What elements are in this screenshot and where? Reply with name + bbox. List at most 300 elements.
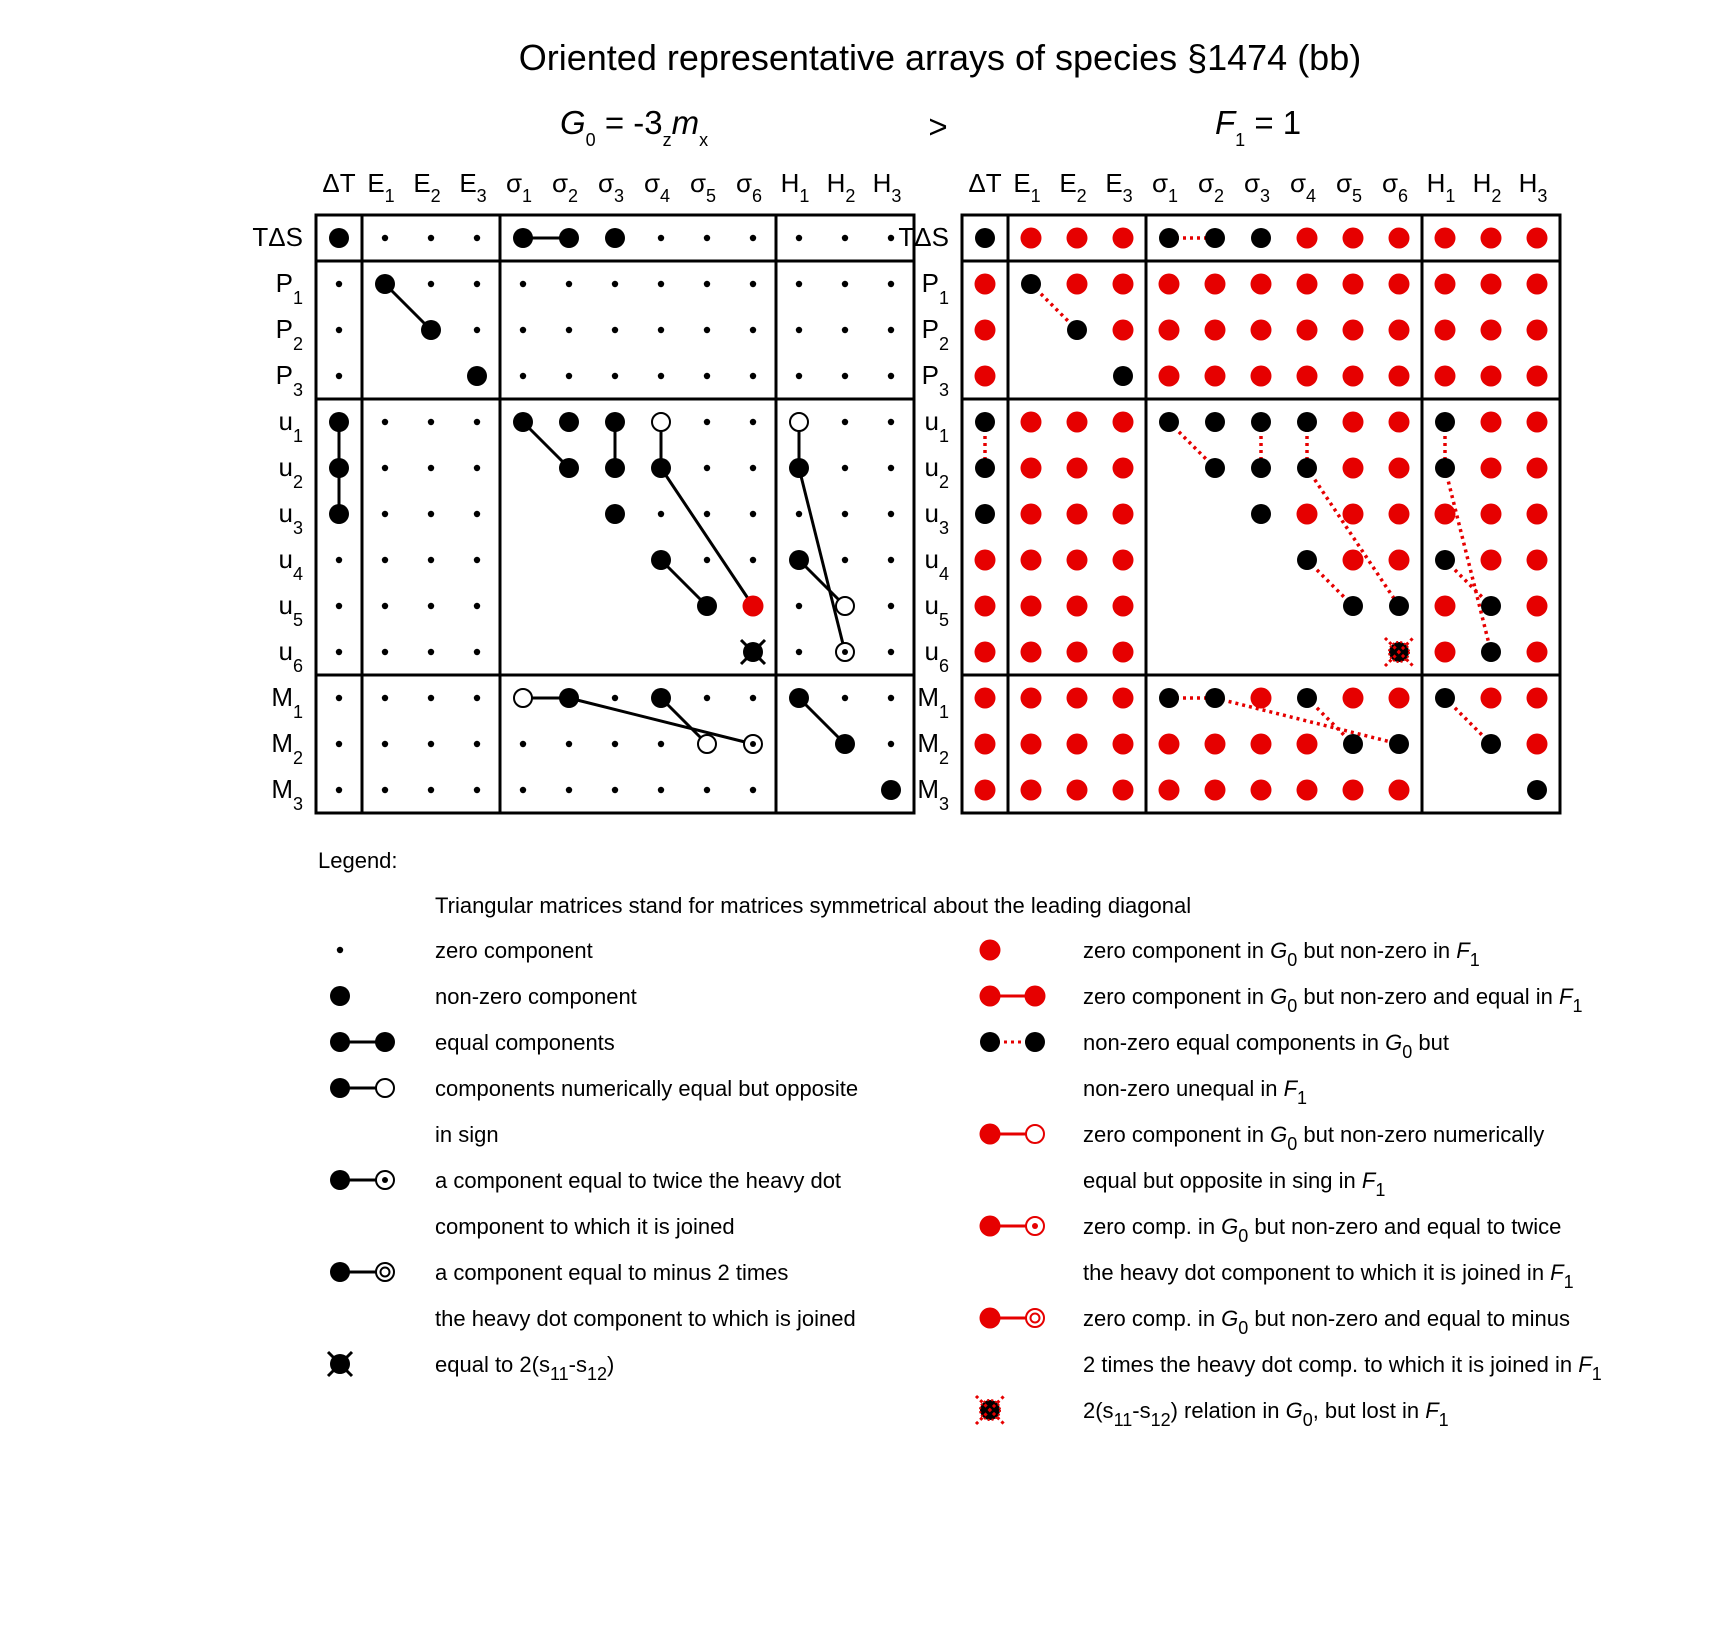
matrix-cell — [1389, 228, 1410, 249]
matrix-cell — [750, 419, 756, 425]
matrix-cell — [375, 274, 395, 294]
matrix-cell — [750, 465, 756, 471]
matrix-cell — [1389, 734, 1409, 754]
matrix-cell — [842, 511, 848, 517]
matrix-cell — [474, 281, 480, 287]
matrix-cell — [836, 643, 854, 661]
matrix-cell — [975, 458, 995, 478]
matrix-cell — [382, 603, 388, 609]
svg-text:F1 = 1: $F_1 = 1$ — [1215, 104, 1302, 150]
row-header: $u_6$ — [278, 636, 303, 676]
matrix-cell — [975, 688, 996, 709]
matrix-cell — [888, 235, 894, 241]
matrix-cell — [651, 688, 671, 708]
matrix-cell — [698, 735, 716, 753]
matrix-cell — [474, 511, 480, 517]
matrix-cell — [428, 741, 434, 747]
row-header: TΔS — [898, 222, 949, 252]
matrix-cell — [329, 228, 349, 248]
matrix-cell — [1021, 228, 1042, 249]
matrix-cell — [1297, 412, 1317, 432]
matrix-cell — [1343, 320, 1364, 341]
legend-symbol — [980, 1216, 1045, 1237]
matrix-cell — [750, 695, 756, 701]
matrix-cell — [1297, 274, 1318, 295]
matrix-cell — [1159, 320, 1180, 341]
matrix-cell — [1251, 504, 1271, 524]
matrix-cell — [382, 235, 388, 241]
column-header: $E_3$ — [459, 168, 487, 206]
matrix-cell — [1343, 366, 1364, 387]
matrix-cell — [1067, 274, 1088, 295]
matrix-cell — [1251, 734, 1272, 755]
legend-symbol — [980, 1308, 1045, 1329]
matrix-cell — [1481, 642, 1501, 662]
column-header: $E_1$ — [367, 168, 395, 206]
matrix-cell — [1021, 458, 1042, 479]
matrix-cell — [1481, 320, 1502, 341]
matrix-cell — [704, 787, 710, 793]
matrix-cell — [1113, 504, 1134, 525]
column-header: $H_2$ — [1472, 168, 1502, 206]
matrix-cell — [428, 419, 434, 425]
matrix-cell — [382, 695, 388, 701]
matrix-cell — [421, 320, 441, 340]
column-header: ΔT — [968, 168, 1002, 198]
matrix-cell — [888, 603, 894, 609]
legend-text: non-zero unequal in $F_1$ — [1083, 1076, 1308, 1108]
matrix-cell — [1385, 638, 1413, 666]
matrix-cell — [704, 373, 710, 379]
matrix-cell — [796, 235, 802, 241]
matrix-cell — [1343, 458, 1364, 479]
matrix-cell — [1343, 550, 1364, 571]
matrix-cell — [428, 603, 434, 609]
matrix-cell — [520, 787, 526, 793]
matrix-cell — [842, 419, 848, 425]
matrix-cell — [1159, 366, 1180, 387]
matrix-cell — [474, 419, 480, 425]
row-header: $u_1$ — [278, 406, 303, 446]
matrix-cell — [382, 787, 388, 793]
matrix-cell — [750, 235, 756, 241]
matrix-cell — [1021, 642, 1042, 663]
legend-text: zero component — [435, 938, 593, 963]
matrix-cell — [382, 557, 388, 563]
matrix-cell — [566, 373, 572, 379]
matrix-cell — [975, 596, 996, 617]
matrix-cell — [744, 735, 762, 753]
matrix-cell — [336, 373, 342, 379]
legend-text: equal to $2(s_{11}-s_{12})$ — [435, 1352, 615, 1384]
left-matrix-header — [560, 104, 708, 150]
matrix-cell — [1343, 504, 1364, 525]
matrix-cell — [842, 695, 848, 701]
matrix-cell — [888, 327, 894, 333]
matrix-cell — [1527, 642, 1548, 663]
matrix-cell — [1021, 688, 1042, 709]
matrix-cell — [336, 557, 342, 563]
matrix-cell — [1205, 458, 1225, 478]
matrix-cell — [1527, 734, 1548, 755]
matrix-cell — [975, 412, 995, 432]
row-header: $M_3$ — [271, 774, 303, 814]
column-header: $\sigma_3$ — [1243, 168, 1271, 206]
matrix-cell — [888, 649, 894, 655]
legend-text: zero comp. in $G_0$ but non-zero and equal to minus — [1083, 1306, 1570, 1338]
matrix-cell — [1343, 228, 1364, 249]
matrix-cell — [1343, 780, 1364, 801]
matrix-cell — [428, 465, 434, 471]
matrix-cell — [1389, 412, 1410, 433]
matrix-cell — [704, 235, 710, 241]
matrix-cell — [1159, 412, 1179, 432]
matrix-cell — [1343, 596, 1363, 616]
row-header: $P_3$ — [275, 360, 303, 400]
matrix-cell — [336, 281, 342, 287]
legend-text: the heavy dot component to which it is joined in $F_1$ — [1083, 1260, 1574, 1292]
matrix-cell — [789, 458, 809, 478]
matrix-cell — [612, 695, 618, 701]
figure-title: Oriented representative arrays of species §1474 (bb) — [518, 37, 1362, 78]
matrix-cell — [474, 787, 480, 793]
row-header: $u_4$ — [278, 544, 303, 584]
matrix-cell — [888, 465, 894, 471]
matrix-cell — [1481, 550, 1502, 571]
matrix-cell — [1113, 228, 1134, 249]
matrix-cell — [1113, 550, 1134, 571]
matrix-cell — [1481, 458, 1502, 479]
matrix-cell — [336, 695, 342, 701]
matrix-cell — [1527, 320, 1548, 341]
matrix-cell — [842, 557, 848, 563]
matrix-cell — [1343, 274, 1364, 295]
matrix-cell — [1251, 366, 1272, 387]
matrix-cell — [428, 695, 434, 701]
legend-symbol — [330, 1078, 394, 1098]
matrix-cell — [566, 281, 572, 287]
right-matrix — [898, 168, 1560, 814]
legend-symbol — [330, 1262, 394, 1282]
matrix-cell — [1435, 458, 1455, 478]
legend-text: zero component in $G_0$ but non-zero numerically — [1083, 1122, 1545, 1154]
matrix-cell — [1435, 596, 1456, 617]
matrix-cell — [1527, 550, 1548, 571]
matrix-cell — [1205, 366, 1226, 387]
matrix-cell — [520, 741, 526, 747]
matrix-cell — [1527, 596, 1548, 617]
matrix-cell — [329, 504, 349, 524]
matrix-cell — [1067, 780, 1088, 801]
matrix-cell — [1389, 320, 1410, 341]
row-header: $P_2$ — [275, 314, 303, 354]
column-header: $\sigma_4$ — [1289, 168, 1317, 206]
matrix-cell — [1159, 274, 1180, 295]
matrix-cell — [1297, 734, 1318, 755]
matrix-cell — [382, 741, 388, 747]
matrix-cell — [1389, 550, 1410, 571]
column-header: $H_1$ — [780, 168, 810, 206]
matrix-cell — [881, 780, 901, 800]
matrix-cell — [704, 695, 710, 701]
matrix-cell — [336, 741, 342, 747]
matrix-cell — [975, 274, 996, 295]
legend-symbol — [980, 1032, 1045, 1052]
matrix-cell — [1297, 688, 1317, 708]
matrix-cell — [888, 511, 894, 517]
matrix-cell — [520, 281, 526, 287]
legend-symbol — [330, 1170, 394, 1190]
legend-text: non-zero component — [435, 984, 637, 1009]
matrix-cell — [750, 327, 756, 333]
row-header: $M_1$ — [917, 682, 949, 722]
matrix-cell — [975, 734, 996, 755]
matrix-cell — [605, 412, 625, 432]
matrix-cell — [1481, 596, 1501, 616]
matrix-cell — [1251, 458, 1271, 478]
matrix-cell — [1343, 734, 1363, 754]
matrix-cell — [336, 603, 342, 609]
column-header: $E_3$ — [1105, 168, 1133, 206]
matrix-cell — [336, 327, 342, 333]
matrix-cell — [336, 649, 342, 655]
row-header: $u_4$ — [924, 544, 949, 584]
column-header: $E_1$ — [1013, 168, 1041, 206]
matrix-cell — [1481, 228, 1502, 249]
matrix-cell — [474, 649, 480, 655]
matrix-cell — [1297, 228, 1318, 249]
component-link — [1307, 468, 1399, 606]
matrix-cell — [1205, 688, 1225, 708]
column-header: $E_2$ — [1059, 168, 1087, 206]
legend-text: the heavy dot component to which is joined — [435, 1306, 856, 1331]
legend-symbol — [337, 947, 343, 953]
matrix-cell — [1205, 320, 1226, 341]
matrix-cell — [658, 511, 664, 517]
matrix-cell — [1527, 274, 1548, 295]
matrix-cell — [741, 640, 765, 664]
matrix-cell — [697, 596, 717, 616]
matrix-cell — [842, 281, 848, 287]
matrix-cell — [1527, 412, 1548, 433]
matrix-cell — [1527, 228, 1548, 249]
matrix-cell — [750, 373, 756, 379]
matrix-cell — [888, 373, 894, 379]
matrix-cell — [1389, 688, 1410, 709]
matrix-cell — [1527, 504, 1548, 525]
matrix-cell — [428, 281, 434, 287]
matrix-cell — [1113, 320, 1134, 341]
matrix-cell — [1435, 274, 1456, 295]
matrix-cell — [888, 281, 894, 287]
matrix-cell — [1067, 320, 1087, 340]
legend-symbol — [980, 986, 1046, 1007]
matrix-cell — [888, 557, 894, 563]
matrix-cell — [1113, 780, 1134, 801]
column-header: $\sigma_5$ — [1335, 168, 1363, 206]
matrix-cell — [796, 327, 802, 333]
matrix-cell — [1251, 780, 1272, 801]
column-header: $H_3$ — [1518, 168, 1548, 206]
row-header: $M_2$ — [917, 728, 949, 768]
matrix-cell — [1389, 504, 1410, 525]
matrix-cell — [975, 504, 995, 524]
matrix-cell — [1435, 228, 1456, 249]
matrix-cell — [474, 327, 480, 333]
matrix-cell — [1435, 688, 1455, 708]
row-header: $M_2$ — [271, 728, 303, 768]
matrix-cell — [1527, 366, 1548, 387]
matrix-cell — [975, 228, 995, 248]
matrix-cell — [612, 327, 618, 333]
matrix-cell — [612, 281, 618, 287]
matrix-cell — [658, 787, 664, 793]
matrix-cell — [1435, 642, 1456, 663]
matrix-cell — [835, 734, 855, 754]
matrix-cell — [566, 787, 572, 793]
matrix-cell — [796, 281, 802, 287]
legend-text: zero comp. in $G_0$ but non-zero and equal to twice — [1083, 1214, 1562, 1246]
legend-text: components numerically equal but opposite — [435, 1076, 859, 1101]
matrix-cell — [796, 373, 802, 379]
matrix-cell — [704, 327, 710, 333]
matrix-cell — [975, 366, 996, 387]
matrix-cell — [750, 787, 756, 793]
legend — [318, 848, 1602, 1430]
column-header: ΔT — [322, 168, 356, 198]
matrix-cell — [796, 649, 802, 655]
matrix-cell — [1481, 504, 1502, 525]
matrix-cell — [1435, 366, 1456, 387]
matrix-cell — [566, 741, 572, 747]
matrix-cell — [1113, 366, 1133, 386]
column-header: $\sigma_3$ — [597, 168, 625, 206]
svg-text:G0 = -3zmx: $G_0 = -3_zm_x$ — [560, 104, 709, 150]
matrix-cell — [1435, 550, 1455, 570]
legend-note: Triangular matrices stand for matrices symmetrical about the leading diagonal — [435, 893, 1192, 918]
matrix-cell — [474, 557, 480, 563]
column-header: $\sigma_1$ — [505, 168, 533, 206]
matrix-cell — [1251, 320, 1272, 341]
matrix-cell — [842, 465, 848, 471]
matrix-cell — [1389, 274, 1410, 295]
legend-text: $2(s_{11}-s_{12})$ relation in $G_0$, but lost in $F_1$ — [1083, 1398, 1449, 1430]
matrix-cell — [1481, 688, 1502, 709]
matrix-cell — [467, 366, 487, 386]
matrix-cell — [1297, 458, 1317, 478]
matrix-cell — [1159, 688, 1179, 708]
column-header: $H_2$ — [826, 168, 856, 206]
legend-symbol — [328, 1352, 352, 1376]
matrix-cell — [888, 695, 894, 701]
row-header: $u_2$ — [924, 452, 949, 492]
matrix-cell — [1527, 458, 1548, 479]
legend-text: zero component in $G_0$ but non-zero and equal in $F_1$ — [1083, 984, 1583, 1016]
column-header: $\sigma_1$ — [1151, 168, 1179, 206]
row-header: $P_3$ — [921, 360, 949, 400]
matrix-cell — [750, 281, 756, 287]
matrix-cell — [750, 511, 756, 517]
matrix-cell — [1297, 320, 1318, 341]
matrix-cell — [842, 373, 848, 379]
matrix-cell — [612, 373, 618, 379]
column-header: $H_3$ — [872, 168, 902, 206]
matrix-cell — [704, 465, 710, 471]
matrix-cell — [652, 413, 670, 431]
matrix-cell — [658, 741, 664, 747]
matrix-cell — [1021, 274, 1041, 294]
matrix-cell — [1159, 228, 1179, 248]
matrix-cell — [1297, 504, 1318, 525]
matrix-cell — [704, 511, 710, 517]
right-matrix-header — [1215, 104, 1301, 150]
matrix-cell — [612, 741, 618, 747]
matrix-cell — [1067, 734, 1088, 755]
matrix-cell — [1205, 274, 1226, 295]
matrix-cell — [1113, 688, 1134, 709]
legend-text: 2 times the heavy dot comp. to which it is joined in $F_1$ — [1083, 1352, 1602, 1384]
column-header: $\sigma_2$ — [551, 168, 579, 206]
matrix-cell — [566, 327, 572, 333]
left-matrix — [252, 168, 914, 814]
matrix-cell — [428, 511, 434, 517]
matrix-cell — [474, 695, 480, 701]
matrix-cell — [474, 235, 480, 241]
matrix-cell — [428, 557, 434, 563]
matrix-cell — [836, 597, 854, 615]
matrix-cell — [605, 504, 625, 524]
matrix-cell — [1389, 458, 1410, 479]
row-header: $u_5$ — [924, 590, 949, 630]
matrix-cell — [559, 412, 579, 432]
matrix-cell — [658, 281, 664, 287]
matrix-cell — [790, 413, 808, 431]
row-header: $u_6$ — [924, 636, 949, 676]
matrix-cell — [1113, 412, 1134, 433]
row-header: TΔS — [252, 222, 303, 252]
matrix-cell — [382, 419, 388, 425]
matrix-cell — [1297, 366, 1318, 387]
column-header: $\sigma_2$ — [1197, 168, 1225, 206]
column-header: $\sigma_4$ — [643, 168, 671, 206]
matrix-cell — [704, 281, 710, 287]
matrix-cell — [1067, 228, 1088, 249]
matrix-cell — [1067, 550, 1088, 571]
matrix-cell — [1435, 320, 1456, 341]
matrix-cell — [1251, 274, 1272, 295]
matrix-cell — [428, 787, 434, 793]
matrix-cell — [975, 642, 996, 663]
matrix-cell — [1067, 458, 1088, 479]
matrix-cell — [1205, 780, 1226, 801]
matrix-cell — [842, 327, 848, 333]
matrix-cell — [520, 373, 526, 379]
matrix-cell — [975, 320, 996, 341]
matrix-cell — [1113, 596, 1134, 617]
column-header: $\sigma_6$ — [735, 168, 763, 206]
matrix-cell — [1527, 780, 1547, 800]
matrix-cell — [605, 458, 625, 478]
matrix-cell — [1113, 274, 1134, 295]
matrix-cell — [1205, 228, 1225, 248]
legend-text: non-zero equal components in $G_0$ but — [1083, 1030, 1449, 1062]
matrix-cell — [520, 327, 526, 333]
matrix-cell — [1435, 504, 1456, 525]
matrix-cell — [789, 688, 809, 708]
legend-text: a component equal to twice the heavy dot — [435, 1168, 842, 1193]
matrix-cell — [888, 419, 894, 425]
matrix-cell — [1021, 734, 1042, 755]
